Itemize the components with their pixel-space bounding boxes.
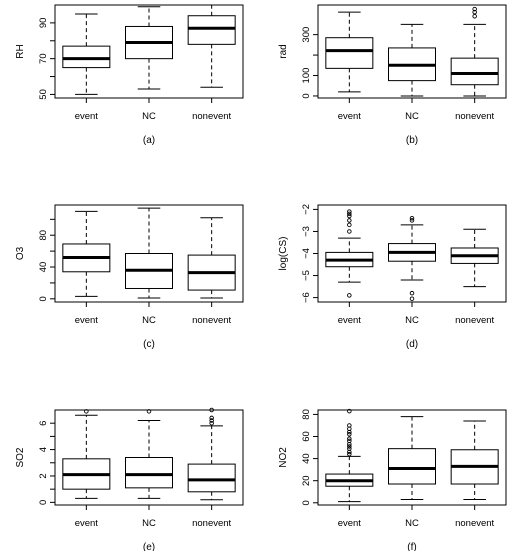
y-tick-label: 0: [301, 93, 312, 99]
y-tick-label: 6: [38, 420, 49, 426]
box-NC: [389, 24, 436, 96]
x-tick-label-NC: NC: [405, 111, 419, 122]
panel-label: (e): [142, 542, 156, 551]
box-event: [63, 410, 110, 499]
y-tick-label: 2: [38, 473, 49, 479]
outlier-point: [348, 219, 352, 223]
x-tick-label-event: event: [74, 111, 98, 122]
panel-label: (d): [405, 339, 419, 350]
x-tick-label-event: event: [337, 111, 361, 122]
box-NC: [126, 410, 173, 499]
box-event: [63, 211, 110, 296]
y-tick-label: 4: [38, 446, 49, 453]
x-tick-label-event: event: [74, 518, 98, 529]
box-nonevent: [451, 421, 498, 499]
chart-panel-f: [278, 409, 506, 551]
x-tick-label-nonevent: nonevent: [455, 518, 495, 529]
panel-label: (f): [407, 542, 417, 551]
chart-panel-c: [15, 205, 243, 350]
y-tick-label: 50: [38, 89, 49, 100]
box-NC: [126, 7, 173, 89]
chart-panel-d: [278, 204, 506, 350]
y-tick-label: −3: [301, 226, 312, 237]
y-tick-label: −4: [301, 248, 312, 259]
chart-panel-a: [15, 5, 243, 146]
x-tick-label-NC: NC: [142, 111, 156, 122]
iqr-box: [389, 449, 436, 484]
x-tick-label-nonevent: nonevent: [192, 315, 232, 326]
y-tick-label: 40: [301, 453, 312, 464]
y-tick-label: 70: [38, 53, 49, 64]
panel-label: (c): [143, 339, 155, 350]
outlier-point: [410, 291, 414, 295]
y-tick-label: −2: [301, 203, 312, 215]
box-NC: [126, 208, 173, 298]
x-tick-label-event: event: [337, 518, 361, 529]
box-event: [63, 14, 110, 94]
box-NC: [389, 417, 436, 500]
iqr-box: [326, 38, 373, 69]
y-tick-label: 40: [38, 261, 49, 273]
panel-label: (b): [405, 135, 419, 146]
y-axis-label: NO2: [278, 447, 289, 468]
y-axis-label: O3: [15, 246, 26, 261]
y-tick-label: 90: [38, 17, 49, 29]
chart-panel-b: [278, 5, 506, 146]
box-nonevent: [451, 7, 498, 96]
x-tick-label-nonevent: nonevent: [455, 315, 495, 326]
x-tick-label-event: event: [74, 315, 98, 326]
box-nonevent: [188, 408, 235, 500]
outlier-point: [348, 223, 352, 227]
y-tick-label: 0: [38, 499, 49, 506]
x-tick-label-NC: NC: [405, 315, 419, 326]
x-tick-label-NC: NC: [405, 518, 419, 529]
y-axis-label: RH: [15, 44, 26, 59]
y-tick-label: 0: [301, 500, 312, 506]
box-nonevent: [451, 229, 498, 286]
y-tick-label: 80: [38, 229, 49, 241]
y-tick-label: −6: [301, 292, 312, 304]
y-tick-label: 100: [301, 67, 312, 84]
outlier-point: [473, 14, 477, 18]
x-tick-label-event: event: [337, 315, 361, 326]
panel-label: (a): [142, 135, 156, 146]
iqr-box: [126, 458, 173, 488]
box-nonevent: [188, 218, 235, 298]
iqr-box: [63, 46, 110, 67]
iqr-box: [188, 464, 235, 492]
y-tick-label: 20: [301, 475, 312, 486]
x-tick-label-nonevent: nonevent: [192, 111, 232, 122]
box-event: [326, 12, 373, 92]
iqr-box: [451, 58, 498, 85]
y-axis-label: rad: [278, 44, 289, 59]
box-event: [326, 210, 373, 297]
y-axis-label: SO2: [15, 447, 26, 468]
x-tick-label-NC: NC: [142, 518, 156, 529]
outlier-point: [348, 294, 352, 298]
y-tick-label: −5: [301, 270, 312, 281]
box-event: [326, 409, 373, 501]
box-nonevent: [188, 5, 235, 87]
y-tick-label: 80: [301, 409, 312, 420]
x-tick-label-NC: NC: [142, 315, 156, 326]
iqr-box: [188, 16, 235, 45]
outlier-point: [410, 297, 414, 301]
x-tick-label-nonevent: nonevent: [455, 111, 495, 122]
x-tick-label-nonevent: nonevent: [192, 518, 232, 529]
box-NC: [389, 216, 436, 300]
y-tick-label: 300: [301, 26, 312, 43]
y-tick-label: 0: [38, 296, 49, 302]
y-axis-label: log(CS): [278, 236, 289, 271]
y-tick-label: 60: [301, 431, 312, 442]
chart-panel-e: [15, 408, 243, 551]
outlier-point: [348, 230, 352, 234]
